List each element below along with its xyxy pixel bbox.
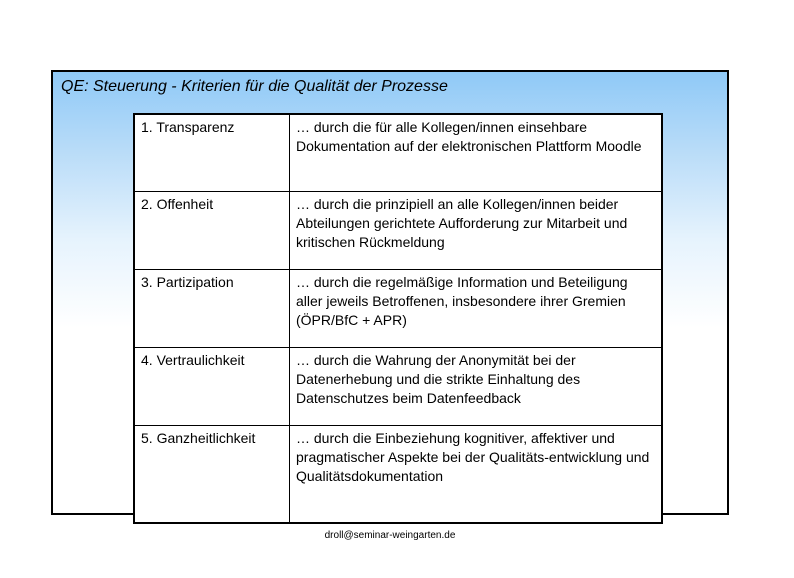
criterion-name: 4. Vertraulichkeit	[134, 348, 290, 426]
criterion-name: 2. Offenheit	[134, 191, 290, 269]
criterion-description: … durch die Einbeziehung kognitiver, affektiver und pragmatischer Aspekte bei der Qualitäts-entwicklung und Qualitätsdokumentation	[290, 426, 663, 523]
criterion-description: … durch die für alle Kollegen/innen einsehbare Dokumentation auf der elektronischen Plattform Moodle	[290, 114, 663, 191]
table-row	[134, 114, 662, 191]
criterion-name: 1. Transparenz	[134, 114, 290, 191]
criterion-description: … durch die regelmäßige Information und Beteiligung aller jeweils Betroffenen, insbesondere ihrer Gremien (ÖPR/BfC + APR)	[290, 269, 663, 347]
slide-title: QE: Steuerung - Kriterien für die Qualität der Prozesse	[61, 78, 448, 95]
table-row	[134, 426, 662, 523]
slide-frame	[51, 70, 729, 515]
footer-email: droll@seminar-weingarten.de	[324, 530, 456, 541]
criterion-description: … durch die Wahrung der Anonymität bei der Datenerhebung und die strikte Einhaltung des Datenschutzes beim Datenfeedback	[290, 348, 663, 426]
criterion-description: … durch die prinzipiell an alle Kollegen/innen beider Abteilungen gerichtete Aufforderung zur Mitarbeit und kritischen Rückmeldung	[290, 191, 663, 269]
criterion-name: 3. Partizipation	[134, 269, 290, 347]
table-row	[134, 269, 662, 347]
table-row	[134, 191, 662, 269]
criterion-name: 5. Ganzheitlichkeit	[134, 426, 290, 523]
criteria-table	[133, 113, 663, 524]
table-row	[134, 348, 662, 426]
